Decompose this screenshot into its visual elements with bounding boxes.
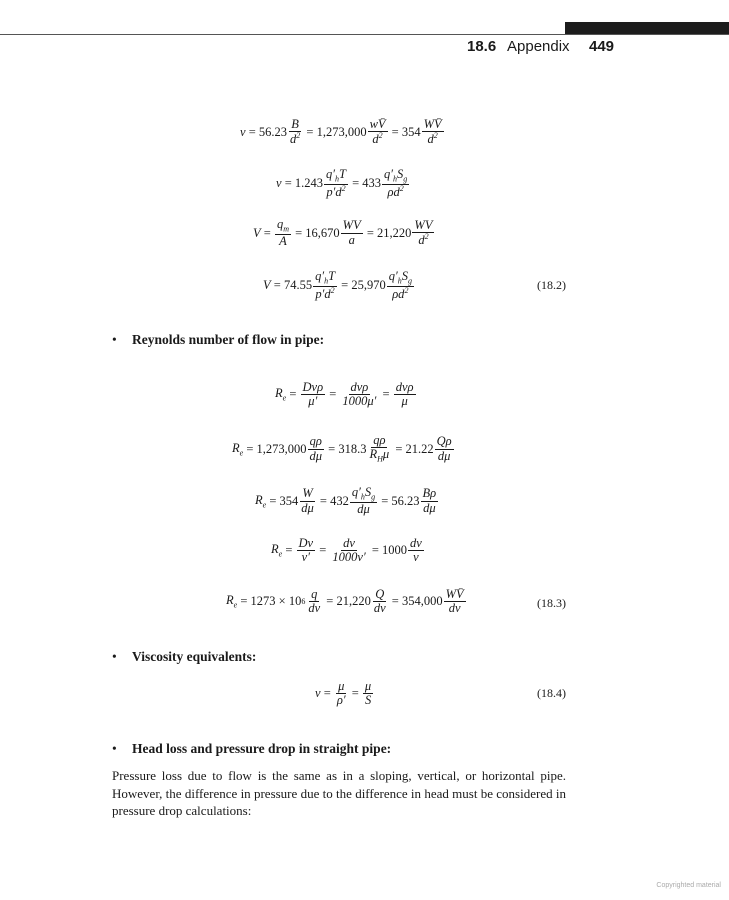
section-number: 18.6 [467,38,497,55]
equation-reynolds-5: $R_e$ = 1273 × 10 6 q dv = 21,220 Q dv = 354,000 WV̄ dv [226,587,464,616]
equation-reynolds-1: $R_e$ = Dvρ μ′ = dvρ 1000μ′ = dvρ μ [275,380,414,409]
bullet-reynolds: • Reynolds number of flow in pipe: [112,332,325,347]
equation-velocity-3: V = $q_m$ A = 16,670 WV a = 21,220 WV $d^2$ [253,217,433,248]
bullet-viscosity: • Viscosity equivalents: [112,649,257,664]
bullet-head-loss: • Head loss and pressure drop in straight pipe: [112,741,392,756]
equation-reynolds-3: $R_e$ = 354 W dμ = 432 $q'_hS_g$ dμ = 56.23 Bρ dμ [255,485,437,516]
equation-velocity-1: v = 56.23 B $d^2$ = 1,273,000 wV̄ $d^2$ = 354 WV̄ $d^2$ [240,117,442,147]
equation-viscosity: v = μ ρ′ = μ S [315,679,372,708]
header-bar [565,22,729,34]
section-title: Appendix [507,38,570,55]
equation-reynolds-4: $R_e$ = Dv v′ = dv 1000v′ = 1000 dv v [271,536,422,565]
equation-velocity-2: v = 1.243 $q'_hT$ $p'd^2$ = 433 $q'_hS_g$ $\rho d^2$ [276,167,408,200]
page-number: 449 [589,38,615,55]
equation-number: (18.2) [537,278,566,292]
header-rule [0,34,729,35]
equation-number: (18.3) [537,596,566,610]
body-paragraph: Pressure loss due to flow is the same as in a sloping, vertical, or horizontal pipe. However, the difference in pressure due to the difference in head must be considered in pressure drop calculations: [112,768,566,818]
copyright-watermark: Copyrighted material [656,882,721,889]
equation-reynolds-2: $R_e$ = 1,273,000 qρ dμ = 318.3 qρ $R_H\mu$ = 21.22 Qρ dμ [232,433,452,464]
equation-velocity-4: V = 74.55 $q'_hT$ $p'd^2$ = 25,970 $q'_hS_g$ $\rho d^2$ [263,269,412,302]
equation-number: (18.4) [537,686,566,700]
